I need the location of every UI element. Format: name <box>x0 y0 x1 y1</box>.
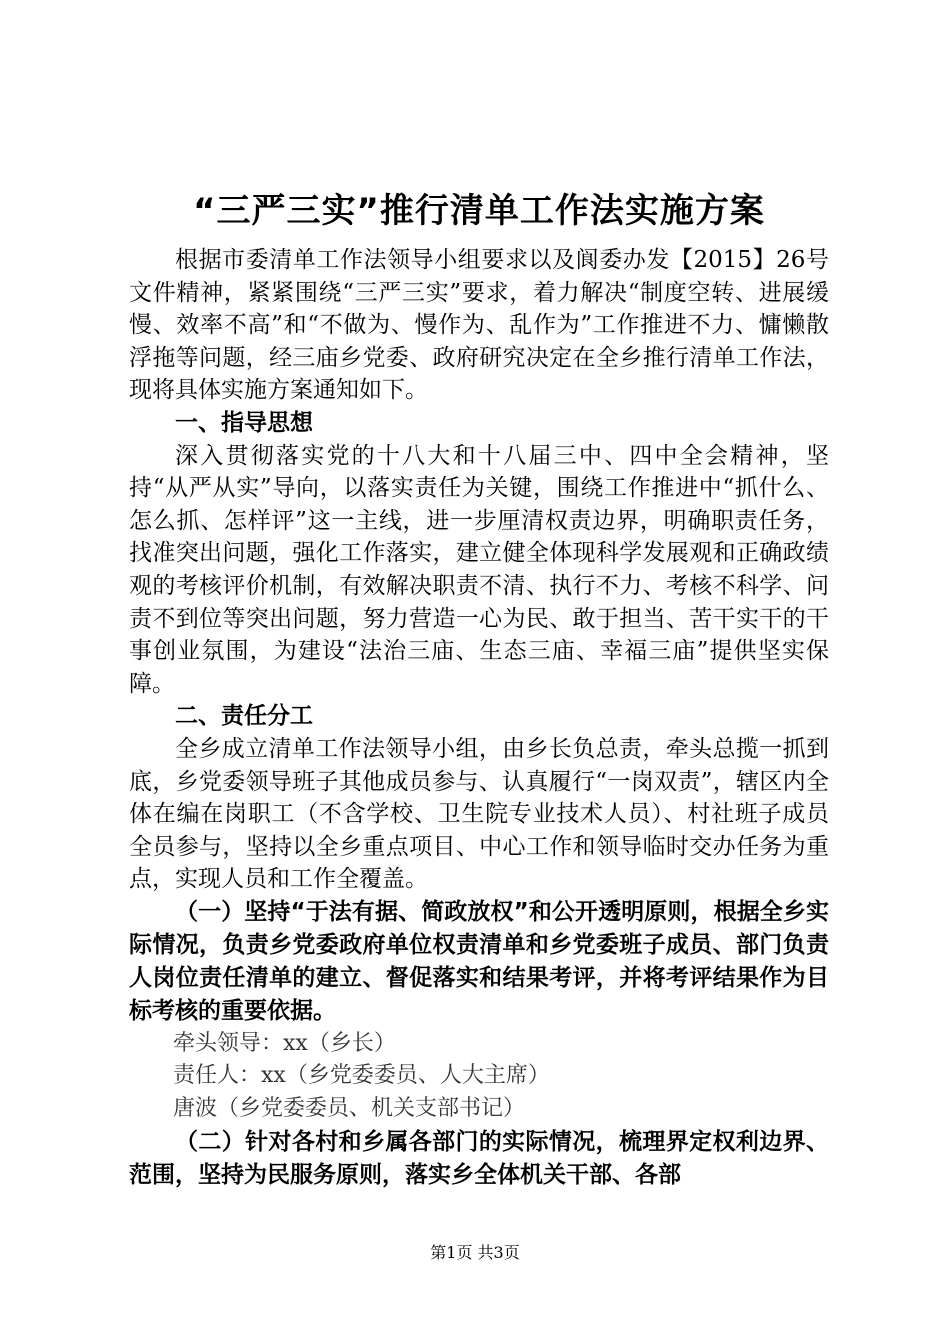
page-number-footer: 第1页 共3页 <box>430 1243 520 1262</box>
responsible-person-line: 责任人：xx（乡党委委员、人大主席） <box>173 1063 550 1089</box>
lead-leader-line: 牵头领导：xx（乡长） <box>173 1030 396 1056</box>
intro-paragraph: 根据市委清单工作法领导小组要求以及阆委办发【2015】26号文件精神，紧紧围绕“三严三实”要求，着力解决“制度空转、进展缓慢、效率不高”和“不做为、慢作为、乱作为”工作推进不力、慵懒散浮拖等问题，经三庙乡党委、政府研究决定在全乡推行清单工作法，现将具体实施方案通知如下。 <box>129 247 829 404</box>
responsible-person-line-2: 唐波（乡党委委员、机关支部书记） <box>173 1096 526 1122</box>
document-content <box>129 186 829 1192</box>
guiding-thought-paragraph: 深入贯彻落实党的十八大和十八届三中、四中全会精神，坚持“从严从实”导向，以落实责任为关键，围绕工作推进中“抓什么、怎么抓、怎样评”这一主线，进一步厘清权责边界，明确职责任务，找准突出问题，强化工作落实，建立健全体现科学发展观和正确政绩观的考核评价机制，有效解决职责不清、执行不力、考核不科学、问责不到位等突出问题，努力营造一心为民、敢于担当、苦干实干的干事创业氛围，为建设“法治三庙、生态三庙、幸福三庙”提供坚实保障。 <box>129 442 829 697</box>
item-one-paragraph: （一）坚持“于法有据、简政放权”和公开透明原则，根据全乡实际情况，负责乡党委政府单位权责清单和乡党委班子成员、部门负责人岗位责任清单的建立、督促落实和结果考评，并将考评结果作为目标考核的重要依据。 <box>129 898 829 1024</box>
document-title: “三严三实”推行清单工作法实施方案 <box>193 191 765 231</box>
item-two-paragraph: （二）针对各村和乡属各部门的实际情况，梳理界定权利边界、范围，坚持为民服务原则，落实乡全体机关干部、各部 <box>129 1128 829 1188</box>
section-heading-responsibility: 二、责任分工 <box>175 703 313 730</box>
section-heading-guiding-thought: 一、指导思想 <box>175 409 313 436</box>
responsibility-paragraph: 全乡成立清单工作法领导小组，由乡长负总责，牵头总揽一抓到底，乡党委领导班子其他成员参与、认真履行“一岗双责”，辖区内全体在编在岗职工（不含学校、卫生院专业技术人员）、村社班子成员全员参与，坚持以全乡重点项目、中心工作和领导临时交办任务为重点，实现人员和工作全覆盖。 <box>129 735 829 893</box>
